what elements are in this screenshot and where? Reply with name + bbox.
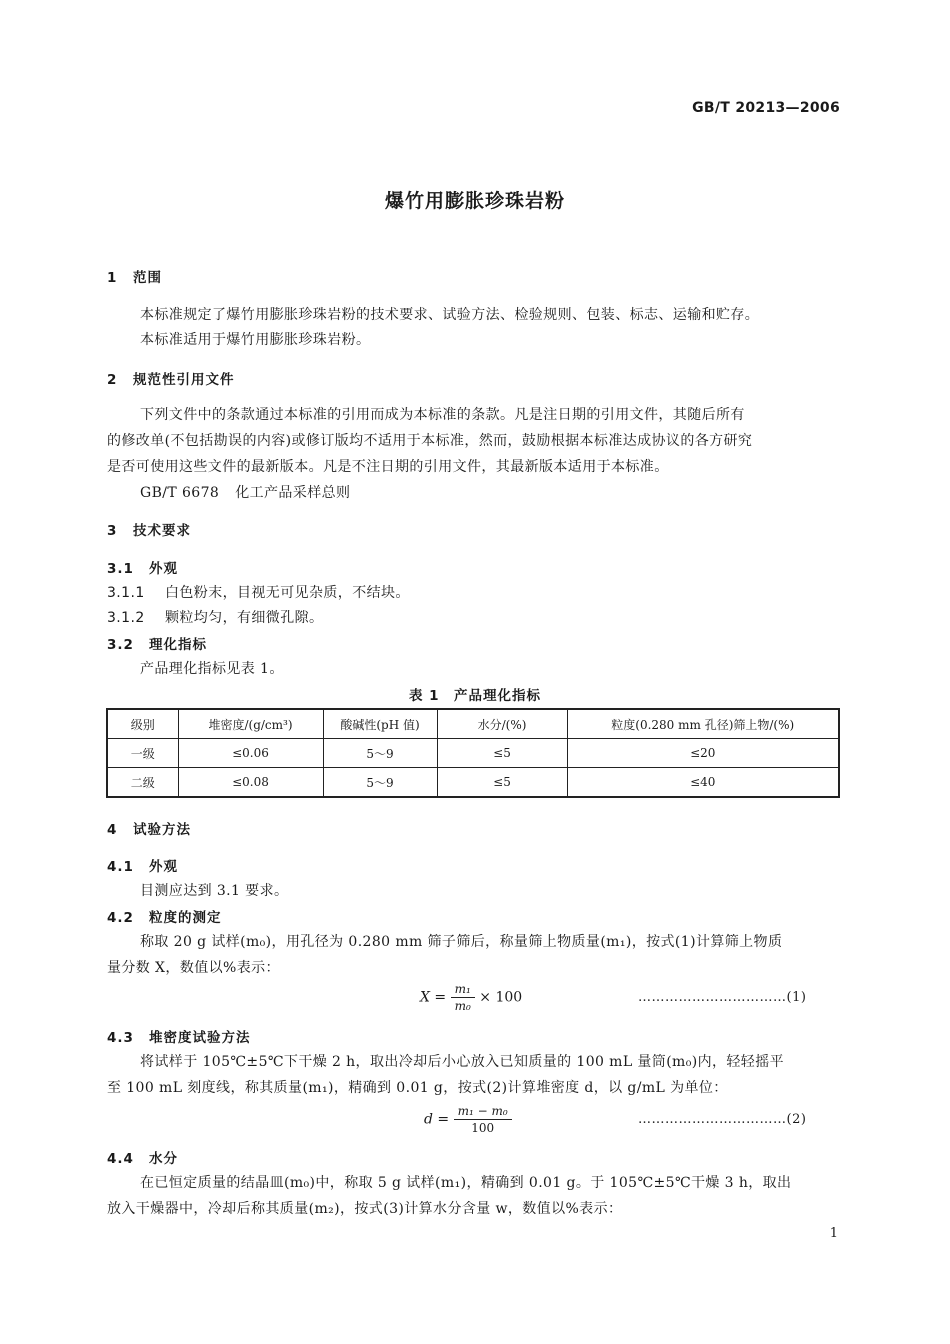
table-header-cell: 粒度(0.280 mm 孔径)筛上物/(%) xyxy=(567,709,839,739)
formula-2-numerator: m₁ − m₀ xyxy=(454,1104,512,1120)
section-4-1-number: 4.1 xyxy=(107,859,134,875)
clause-3-1-2-number: 3.1.2 xyxy=(107,610,145,626)
formula-1 xyxy=(420,982,522,1013)
table-cell: 5～9 xyxy=(323,739,437,768)
section-2-title: 规范性引用文件 xyxy=(133,372,235,388)
formula-1-lhs: X = xyxy=(420,989,447,1006)
section-3-heading xyxy=(107,519,191,539)
section-3-title: 技术要求 xyxy=(133,523,191,539)
table-cell: ≤0.08 xyxy=(178,768,323,798)
table-cell: ≤20 xyxy=(567,739,839,768)
reference-title: 化工产品采样总则 xyxy=(235,485,351,501)
document-title: 爆竹用膨胀珍珠岩粉 xyxy=(384,190,565,212)
properties-table xyxy=(106,708,840,798)
page-number: 1 xyxy=(829,1226,838,1241)
clause-3-1-1 xyxy=(107,582,410,602)
section-2-number: 2 xyxy=(107,372,118,388)
standard-code: GB/T 20213—2006 xyxy=(692,100,840,116)
section-2-line-2: 的修改单(不包括勘误的内容)或修订版均不适用于本标准，然而，鼓励根据本标准达成协议的各方研究 xyxy=(107,433,753,449)
table-cell: ≤0.06 xyxy=(178,739,323,768)
table-cell: 一级 xyxy=(107,739,178,768)
formula-1-fraction xyxy=(451,982,475,1013)
section-1-paragraph-1: 本标准规定了爆竹用膨胀珍珠岩粉的技术要求、试验方法、检验规则、包装、标志、运输和贮存。 xyxy=(140,307,760,323)
section-1-number: 1 xyxy=(107,270,118,286)
section-4-3-line-2: 至 100 mL 刻度线，称其质量(m₁)，精确到 0.01 g，按式(2)计算堆密度 d，以 g/mL 为单位： xyxy=(107,1080,728,1096)
section-4-1-title: 外观 xyxy=(149,859,178,875)
reference-code: GB/T 6678 xyxy=(140,485,220,501)
section-3-1-title: 外观 xyxy=(149,561,178,577)
table-header-row xyxy=(107,709,839,739)
formula-1-number: ……………………………(1) xyxy=(638,990,807,1005)
section-3-1-number: 3.1 xyxy=(107,561,134,577)
section-4-4-line-2: 放入干燥器中，冷却后称其质量(m₂)，按式(3)计算水分含量 w，数值以%表示： xyxy=(107,1201,623,1217)
section-3-2-text: 产品理化指标见表 1。 xyxy=(140,661,284,677)
section-4-3-title: 堆密度试验方法 xyxy=(149,1030,251,1046)
section-4-2-number: 4.2 xyxy=(107,910,134,926)
normative-reference xyxy=(140,482,350,502)
table-cell: 5～9 xyxy=(323,768,437,798)
formula-2-lhs: d = xyxy=(424,1111,450,1128)
section-1-title: 范围 xyxy=(133,270,162,286)
section-4-2-line-2: 量分数 X，数值以%表示： xyxy=(107,960,280,976)
formula-2-fraction xyxy=(454,1104,512,1135)
table-cell: ≤5 xyxy=(437,739,567,768)
section-4-2-heading xyxy=(107,906,222,926)
section-1-paragraph-2: 本标准适用于爆竹用膨胀珍珠岩粉。 xyxy=(140,332,371,348)
section-4-2-line-1: 称取 20 g 试样(m₀)，用孔径为 0.280 mm 筛子筛后，称量筛上物质量(m₁)，按式(1)计算筛上物质 xyxy=(140,934,783,950)
table-row xyxy=(107,739,839,768)
section-4-1-text: 目测应达到 3.1 要求。 xyxy=(140,883,289,899)
clause-3-1-1-text: 白色粉末，目视无可见杂质，不结块。 xyxy=(165,585,410,601)
formula-2-denominator: 100 xyxy=(471,1121,495,1135)
table-1-caption: 表 1 产品理化指标 xyxy=(408,688,542,704)
section-4-1-heading xyxy=(107,855,178,875)
section-4-3-heading xyxy=(107,1026,251,1046)
section-4-4-title: 水分 xyxy=(149,1151,178,1167)
section-3-2-number: 3.2 xyxy=(107,637,134,653)
section-3-number: 3 xyxy=(107,523,118,539)
section-3-1-heading xyxy=(107,557,178,577)
section-3-2-title: 理化指标 xyxy=(149,637,207,653)
clause-3-1-2-text: 颗粒均匀，有细微孔隙。 xyxy=(165,610,324,626)
formula-2-number: ……………………………(2) xyxy=(638,1112,807,1127)
section-4-4-heading xyxy=(107,1147,178,1167)
section-4-4-number: 4.4 xyxy=(107,1151,134,1167)
section-4-2-title: 粒度的测定 xyxy=(149,910,222,926)
section-4-4-line-1: 在已恒定质量的结晶皿(m₀)中，称取 5 g 试样(m₁)，精确到 0.01 g。于 105℃±5℃干燥 3 h，取出 xyxy=(140,1175,792,1191)
table-header-cell: 级别 xyxy=(107,709,178,739)
formula-2 xyxy=(424,1104,512,1135)
formula-1-rhs: × 100 xyxy=(479,989,523,1006)
section-4-title: 试验方法 xyxy=(133,822,191,838)
section-3-2-heading xyxy=(107,633,207,653)
section-2-line-1: 下列文件中的条款通过本标准的引用而成为本标准的条款。凡是注日期的引用文件，其随后所有 xyxy=(140,407,745,423)
section-2-line-3: 是否可使用这些文件的最新版本。凡是不注日期的引用文件，其最新版本适用于本标准。 xyxy=(107,459,669,475)
clause-3-1-1-number: 3.1.1 xyxy=(107,585,145,601)
table-cell: 二级 xyxy=(107,768,178,798)
table-row xyxy=(107,768,839,798)
section-4-3-line-1: 将试样于 105℃±5℃下干燥 2 h，取出冷却后小心放入已知质量的 100 mL 量筒(m₀)内，轻轻摇平 xyxy=(140,1054,785,1070)
section-4-number: 4 xyxy=(107,822,118,838)
table-header-cell: 堆密度/(g/cm³) xyxy=(178,709,323,739)
table-cell: ≤40 xyxy=(567,768,839,798)
formula-1-numerator: m₁ xyxy=(451,982,475,998)
table-header-cell: 水分/(%) xyxy=(437,709,567,739)
formula-1-denominator: m₀ xyxy=(454,999,471,1013)
table-cell: ≤5 xyxy=(437,768,567,798)
section-1-heading xyxy=(107,266,162,286)
section-4-3-number: 4.3 xyxy=(107,1030,134,1046)
section-2-heading xyxy=(107,368,235,388)
table-header-cell: 酸碱性(pH 值) xyxy=(323,709,437,739)
clause-3-1-2 xyxy=(107,607,323,627)
section-4-heading xyxy=(107,818,191,838)
